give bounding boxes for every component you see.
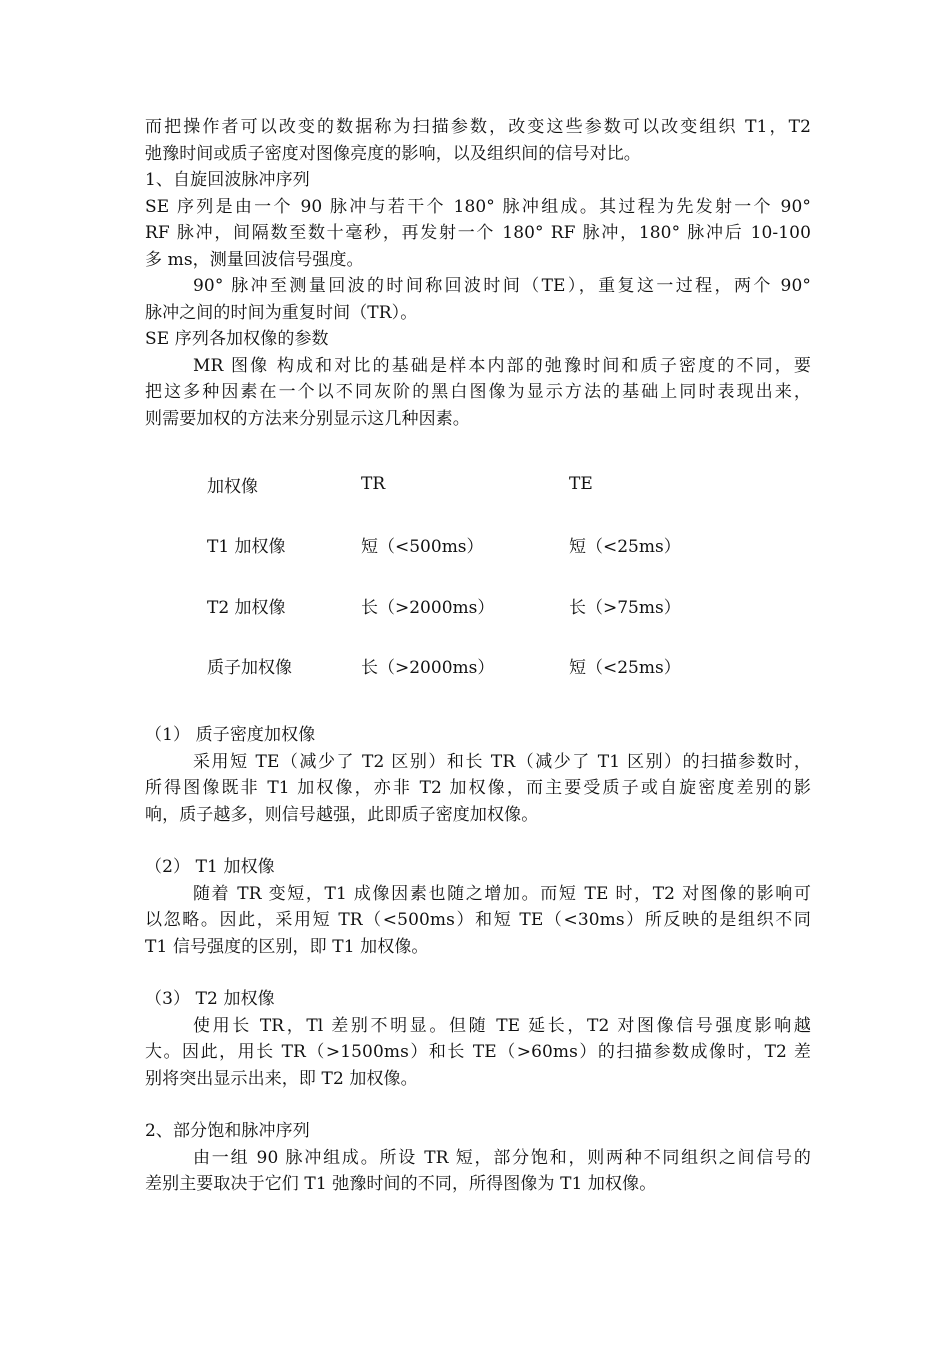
table-header-cell: TR (361, 474, 386, 495)
text-line: 所得图像既非 T1 加权像，亦非 T2 加权像，而主要受质子或自旋密度差别的影 (145, 778, 811, 798)
text-line: 则需要加权的方法来分别显示这几种因素。 (145, 408, 470, 429)
partial-saturation-paragraph (145, 1145, 811, 1198)
table-cell: T1 加权像 (207, 537, 286, 558)
item-heading: （3） T2 加权像 (145, 989, 275, 1009)
text-line: 响，质子越多，则信号越强，此即质子密度加权像。 (145, 804, 539, 825)
table-header-cell: 加权像 (207, 476, 258, 497)
table-cell: 质子加权像 (207, 658, 292, 679)
text-line: 采用短 TE（减少了 T2 区别）和长 TR（减少了 T1 区别）的扫描参数时， (193, 751, 811, 772)
table-header-cell: TE (569, 474, 593, 495)
text-line: 而把操作者可以改变的数据称为扫描参数，改变这些参数可以改变组织 T1，T2 (145, 117, 811, 137)
se-sequence-paragraph (145, 194, 811, 274)
sub-heading: SE 序列各加权像的参数 (145, 329, 329, 349)
text-line: SE 序列是由一个 90 脉冲与若干个 180° 脉冲组成。其过程为先发射一个 90° (145, 196, 811, 217)
text-line: 弛豫时间或质子密度对图像亮度的影响，以及组织间的信号对比。 (145, 143, 641, 164)
text-line: 使用长 TR，Tl 差别不明显。但随 TE 延长，T2 对图像信号强度影响越 (193, 1015, 811, 1036)
text-line: 把这多种因素在一个以不同灰阶的黑白图像为显示方法的基础上同时表现出来， (145, 382, 811, 402)
table-cell: 短（<25ms） (569, 658, 681, 679)
document-page (145, 114, 811, 1198)
text-line: MR 图像 构成和对比的基础是样本内部的弛豫时间和质子密度的不同，要 (193, 355, 811, 376)
text-line: 90° 脉冲至测量回波的时间称回波时间（TE），重复这一过程，两个 90° (193, 276, 811, 296)
section-heading: 2、部分饱和脉冲序列 (145, 1121, 310, 1141)
item-heading: （2） T1 加权像 (145, 857, 275, 877)
table-cell: T2 加权像 (207, 597, 286, 618)
table-row (207, 636, 769, 697)
text-line: 别将突出显示出来，即 T2 加权像。 (145, 1068, 418, 1089)
text-line: 差别主要取决于它们 T1 弛豫时间的不同，所得图像为 T1 加权像。 (145, 1174, 657, 1194)
table-cell: 长（>2000ms） (361, 597, 495, 618)
table-cell: 短（<25ms） (569, 537, 681, 558)
intro-paragraph (145, 114, 811, 167)
table-cell: 长（>75ms） (569, 597, 681, 618)
section-heading: 1、自旋回波脉冲序列 (145, 170, 310, 190)
text-line: 由一组 90 脉冲组成。所设 TR 短，部分饱和，则两种不同组织之间信号的 (193, 1147, 811, 1168)
text-line: 大。因此，用长 TR（>1500ms）和长 TE（>60ms）的扫描参数成像时，T2 差 (145, 1042, 811, 1062)
proton-density-paragraph (145, 749, 811, 829)
item-heading: （1） 质子密度加权像 (145, 725, 316, 745)
text-line: RF 脉冲，间隔数至数十毫秒，再发射一个 180° RF 脉冲，180° 脉冲后 10-100 (145, 223, 811, 243)
text-line: 多 ms，测量回波信号强度。 (145, 249, 364, 270)
table-cell: 短（<500ms） (361, 537, 484, 558)
weighting-paragraph (145, 353, 811, 433)
te-tr-paragraph (145, 273, 811, 326)
t2-weighted-paragraph (145, 1013, 811, 1093)
table-cell: 长（>2000ms） (361, 658, 495, 679)
spacer (145, 960, 811, 986)
table-row (207, 515, 769, 576)
spacer (145, 828, 811, 854)
text-line: 以忽略。因此，采用短 TR（<500ms）和短 TE（<30ms）所反映的是组织不同 (145, 910, 811, 930)
spacer (145, 1092, 811, 1118)
table-row (207, 575, 769, 636)
t1-weighted-paragraph (145, 881, 811, 961)
weighting-parameters-table (207, 454, 769, 696)
text-line: 脉冲之间的时间为重复时间（TR）。 (145, 302, 418, 323)
text-line: T1 信号强度的区别，即 T1 加权像。 (145, 936, 429, 957)
text-line: 随着 TR 变短，T1 成像因素也随之增加。而短 TE 时，T2 对图像的影响可 (193, 883, 811, 904)
table-header-row (207, 454, 769, 515)
